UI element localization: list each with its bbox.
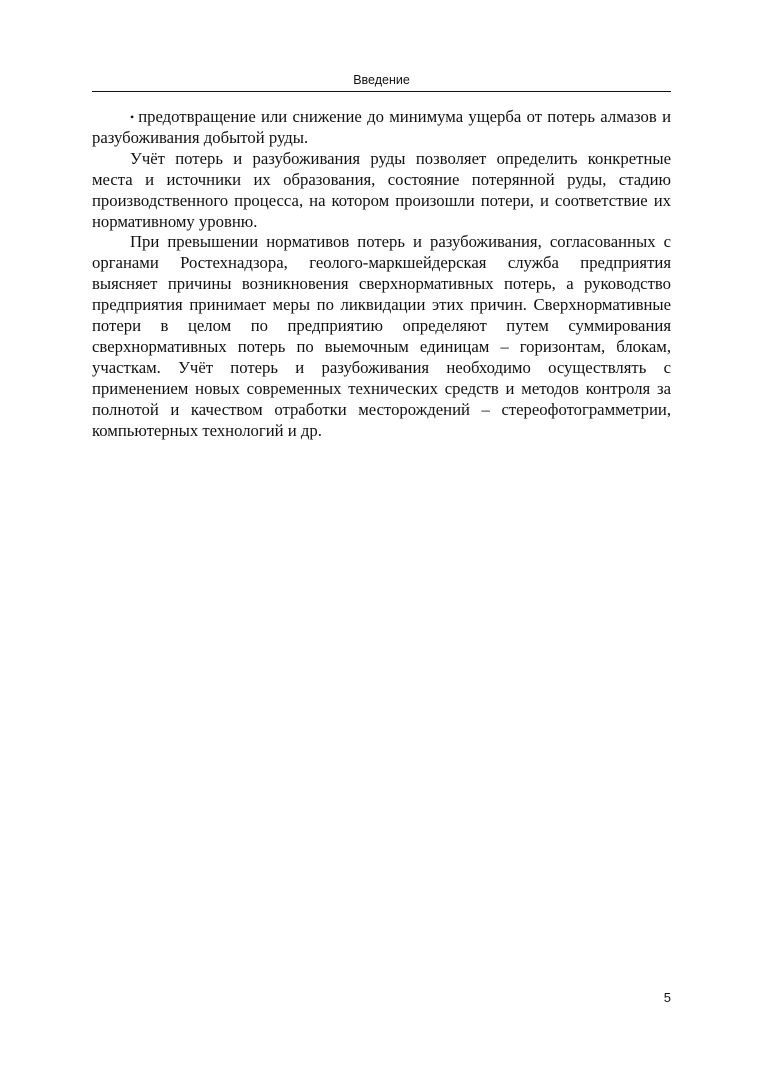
header-rule (92, 91, 671, 92)
body-text (92, 107, 671, 442)
running-header: Введение (353, 73, 410, 87)
bullet-text: предотвращение или снижение до минимума ущерба от потерь алмазов и разубоживания добытой руды. (92, 107, 671, 147)
bullet-icon: • (130, 110, 135, 124)
paragraph-excess-losses: При превышении нормативов потерь и разубоживания, согласованных с органами Ростехнадзора, геолого-маркшейдерская служба предприятия выясняет причины возникновения сверхнормативных потерь, а руководство предприятия принимает меры по ликвидации этих причин. Сверхнормативные потери в целом по предприятию определяют путем суммирования сверхнормативных потерь по выемочным единицам – горизонтам, блокам, участкам. Учёт потерь и разубоживания необходимо осуществлять с применением новых современных технических средств и методов контроля за полнотой и качеством отработки месторождений – стереофотограмметрии, компьютерных технологий и др. (92, 232, 671, 440)
paragraph-accounting: Учёт потерь и разубоживания руды позволяет определить конкретные места и источники их образования, состояние потерянной руды, стадию производственного процесса, на котором произошли потери, и соответствие их нормативному уровню. (92, 148, 671, 231)
bullet-paragraph (92, 107, 671, 149)
page-number: 5 (663, 990, 671, 1005)
